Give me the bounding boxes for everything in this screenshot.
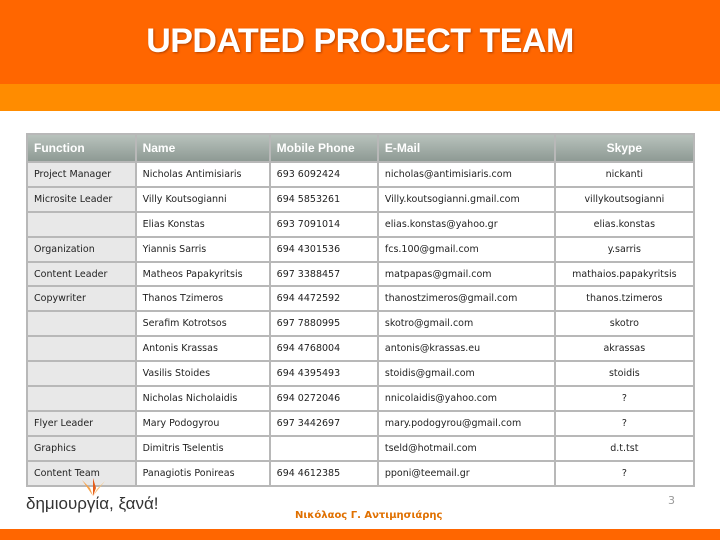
table-row: [27, 162, 694, 187]
cell-skype: mathaios.papakyritsis: [555, 262, 694, 287]
cell-function: Microsite Leader: [27, 187, 136, 212]
cell-email: skotro@gmail.com: [378, 311, 555, 336]
cell-mobile: 694 4472592: [270, 286, 378, 311]
cell-function: Content Leader: [27, 262, 136, 287]
cell-mobile: 697 7880995: [270, 311, 378, 336]
cell-function: [27, 386, 136, 411]
cell-name: Vasilis Stoides: [136, 361, 270, 386]
table-row: [27, 461, 694, 486]
table-row: [27, 411, 694, 436]
column-header: Skype: [555, 134, 694, 162]
cell-function: [27, 212, 136, 237]
table-row: [27, 286, 694, 311]
cell-name: Mary Podogyrou: [136, 411, 270, 436]
cell-name: Nicholas Antimisiaris: [136, 162, 270, 187]
cell-function: Organization: [27, 237, 136, 262]
cell-email: Villy.koutsogianni.gmail.com: [378, 187, 555, 212]
cell-mobile: 694 4395493: [270, 361, 378, 386]
cell-mobile: 697 3442697: [270, 411, 378, 436]
cell-skype: nickanti: [555, 162, 694, 187]
cell-name: Matheos Papakyritsis: [136, 262, 270, 287]
cell-function: Copywriter: [27, 286, 136, 311]
cell-skype: y.sarris: [555, 237, 694, 262]
cell-email: mary.podogyrou@gmail.com: [378, 411, 555, 436]
cell-email: matpapas@gmail.com: [378, 262, 555, 287]
cell-mobile: 693 6092424: [270, 162, 378, 187]
cell-function: Project Manager: [27, 162, 136, 187]
cell-name: Dimitris Tselentis: [136, 436, 270, 461]
cell-function: Flyer Leader: [27, 411, 136, 436]
cell-name: Yiannis Sarris: [136, 237, 270, 262]
cell-skype: akrassas: [555, 336, 694, 361]
table-row: [27, 386, 694, 411]
cell-name: Panagiotis Ponireas: [136, 461, 270, 486]
cell-skype: villykoutsogianni: [555, 187, 694, 212]
cell-skype: ?: [555, 461, 694, 486]
cell-email: antonis@krassas.eu: [378, 336, 555, 361]
cell-mobile: 694 4612385: [270, 461, 378, 486]
cell-name: Serafim Kotrotsos: [136, 311, 270, 336]
cell-skype: ?: [555, 386, 694, 411]
cell-skype: thanos.tzimeros: [555, 286, 694, 311]
cell-function: Graphics: [27, 436, 136, 461]
cell-skype: stoidis: [555, 361, 694, 386]
header-stripe: [0, 84, 720, 111]
cell-mobile: [270, 436, 378, 461]
cell-email: thanostzimeros@gmail.com: [378, 286, 555, 311]
cell-mobile: 697 3388457: [270, 262, 378, 287]
column-header: Name: [136, 134, 270, 162]
cell-mobile: 693 7091014: [270, 212, 378, 237]
column-header: Mobile Phone: [270, 134, 378, 162]
cell-mobile: 694 5853261: [270, 187, 378, 212]
table-row: [27, 436, 694, 461]
column-header: Function: [27, 134, 136, 162]
page-title: UPDATED PROJECT TEAM: [146, 22, 574, 60]
cell-mobile: 694 4768004: [270, 336, 378, 361]
cell-name: Thanos Tzimeros: [136, 286, 270, 311]
table-row: [27, 237, 694, 262]
cell-skype: elias.konstas: [555, 212, 694, 237]
team-table: [26, 133, 695, 487]
cell-name: Villy Koutsogianni: [136, 187, 270, 212]
page-number: 3: [668, 494, 675, 507]
table-row: [27, 361, 694, 386]
cell-email: pponi@teemail.gr: [378, 461, 555, 486]
column-header: E-Mail: [378, 134, 555, 162]
cell-skype: d.t.tst: [555, 436, 694, 461]
cell-email: tseld@hotmail.com: [378, 436, 555, 461]
table-header-row: [27, 134, 694, 162]
cell-function: [27, 336, 136, 361]
logo-text: δημιουργία, ξανά!: [26, 494, 159, 513]
cell-function: [27, 311, 136, 336]
table-row: [27, 336, 694, 361]
cell-mobile: 694 0272046: [270, 386, 378, 411]
table-row: [27, 212, 694, 237]
cell-skype: ?: [555, 411, 694, 436]
table-row: [27, 187, 694, 212]
author-name: Νικόλαος Γ. Αντιμησιάρης: [295, 510, 443, 521]
cell-email: fcs.100@gmail.com: [378, 237, 555, 262]
table-row: [27, 311, 694, 336]
cell-name: Nicholas Nicholaidis: [136, 386, 270, 411]
cell-email: nicholas@antimisiaris.com: [378, 162, 555, 187]
cell-email: stoidis@gmail.com: [378, 361, 555, 386]
cell-name: Elias Konstas: [136, 212, 270, 237]
cell-function: [27, 361, 136, 386]
cell-skype: skotro: [555, 311, 694, 336]
cell-email: elias.konstas@yahoo.gr: [378, 212, 555, 237]
cell-function: Content Team: [27, 461, 136, 486]
cell-mobile: 694 4301536: [270, 237, 378, 262]
table-row: [27, 262, 694, 287]
footer-bar: [0, 529, 720, 540]
cell-email: nnicolaidis@yahoo.com: [378, 386, 555, 411]
cell-name: Antonis Krassas: [136, 336, 270, 361]
